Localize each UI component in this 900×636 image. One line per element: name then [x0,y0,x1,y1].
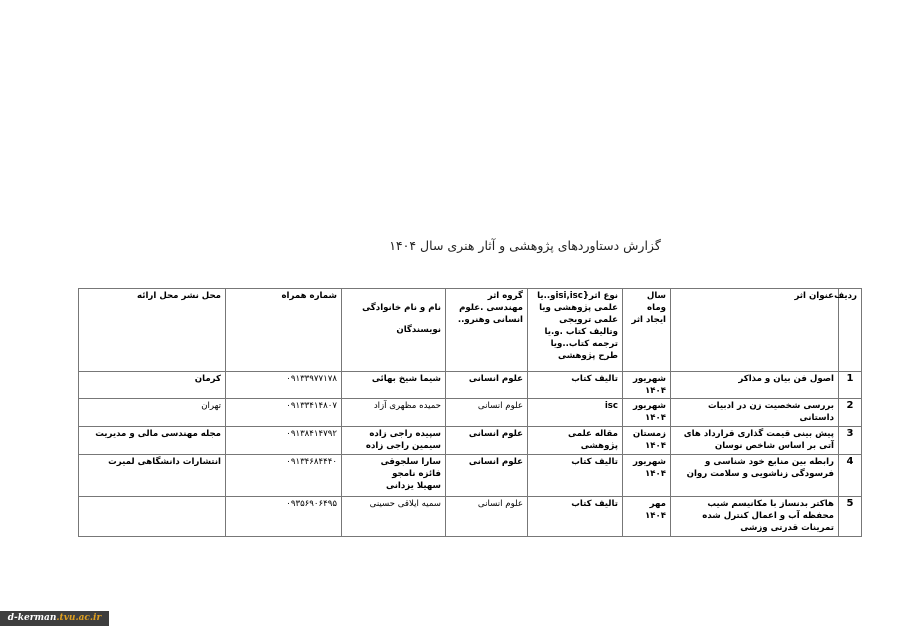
cell-n: 4 [839,455,862,497]
header-authors [342,289,446,372]
cell-publisher: تهران [79,399,226,427]
cell-publisher [79,497,226,537]
header-work-title: عنوان اثر [671,289,839,372]
cell-title: هاکتر بدنساز با مکانیسم شیب محفظه آب و اعمال کنترل شده تمرینات قدرتی وزشی [671,497,839,537]
cell-n: 1 [839,372,862,399]
header-type: نوع اثر{isi,iscو..یا علمی پژوهشی ویا علمی ترویجی وتالیف کتاب .و.یا ترجمه کتاب..ویا طرح پژوهشی [528,289,623,372]
cell-authors: سپیده راجی زاده سیمین راجی زاده [342,427,446,455]
cell-title: پیش بینی قیمت گذاری قرارداد های آتی بر اساس شاخص نوسان [671,427,839,455]
cell-phone: ۰۹۱۳۳۴۱۴۸۰۷ [226,399,342,427]
header-row [79,289,862,372]
cell-publisher: انتشارات دانشگاهی لمیرت [79,455,226,497]
cell-type: مقاله علمی پژوهشی [528,427,623,455]
table-row [79,399,862,427]
cell-phone: ۰۹۳۵۶۹۰۶۴۹۵ [226,497,342,537]
cell-publisher: مجله مهندسی مالی و مدیریت [79,427,226,455]
cell-group: علوم انسانی [446,455,528,497]
cell-title: رابطه بین منابع خود شناسی و فرسودگی زناشویی و سلامت روان [671,455,839,497]
cell-phone: ۰۹۱۳۸۴۱۴۷۹۲ [226,427,342,455]
cell-n: 3 [839,427,862,455]
cell-publisher: کرمان [79,372,226,399]
cell-authors: حمیده مظهری آزاد [342,399,446,427]
header-authors-line1: نام و نام خانوادگی [362,303,441,313]
cell-type: تالیف کتاب [528,455,623,497]
document-title: گزارش دستاوردهای پژوهشی و آثار هنری سال ۱۴۰۴ [389,238,661,253]
achievements-table [78,288,862,537]
cell-authors: شیما شیخ بهائی [342,372,446,399]
cell-n: 5 [839,497,862,537]
cell-group: علوم انسانی [446,399,528,427]
header-row-number: ردیف [839,289,862,372]
table-row [79,455,862,497]
cell-type: isc [528,399,623,427]
cell-date: شهریور ۱۴۰۴ [623,399,671,427]
cell-authors: سمیه ایلاقی حسینی [342,497,446,537]
header-group: گروه اثر مهندسی .علوم انسانی وهنرو.. [446,289,528,372]
cell-date: شهریور ۱۴۰۴ [623,372,671,399]
cell-phone: ۰۹۱۳۳۹۷۷۱۷۸ [226,372,342,399]
cell-date: مهر ۱۴۰۴ [623,497,671,537]
cell-date: شهریور ۱۴۰۴ [623,455,671,497]
cell-group: علوم انسانی [446,372,528,399]
cell-title: بررسی شخصیت زن در ادبیات داستانی [671,399,839,427]
cell-authors: سارا سلجوقی فائزه نامجو سهیلا یزدانی [342,455,446,497]
header-authors-line2: نویسندگان [396,325,441,335]
cell-date: زمستان ۱۴۰۴ [623,427,671,455]
header-phone: شماره همراه [226,289,342,372]
cell-type: تالیف کتاب [528,372,623,399]
table-row [79,497,862,537]
cell-phone: ۰۹۱۳۴۶۸۴۴۴۰ [226,455,342,497]
table-row [79,427,862,455]
cell-n: 2 [839,399,862,427]
cell-title: اصول فن بیان و مذاکر [671,372,839,399]
header-date: سال وماه ایجاد اثر [623,289,671,372]
table-row [79,372,862,399]
website-watermark: d-kerman.tvu.ac.ir [0,611,109,626]
cell-type: تالیف کتاب [528,497,623,537]
header-publisher: محل نشر محل ارائه [79,289,226,372]
cell-group: علوم انسانی [446,497,528,537]
cell-group: علوم انسانی [446,427,528,455]
